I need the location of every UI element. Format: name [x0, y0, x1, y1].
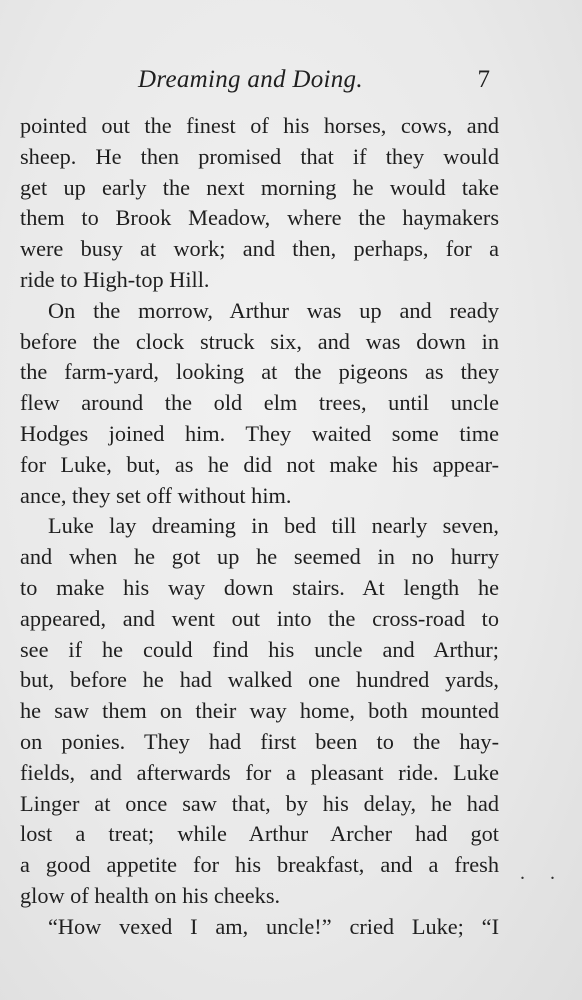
text-line: to make his way down stairs. At length he — [20, 574, 499, 600]
text-line: see if he could find his uncle and Arthur; — [20, 636, 499, 662]
text-line: them to Brook Meadow, where the haymakers — [20, 205, 499, 231]
text-line: were busy at work; and then, perhaps, for a — [20, 236, 499, 262]
text-line: pointed out the finest of his horses, cows, and — [20, 113, 499, 138]
text-line: get up early the next morning he would take — [20, 174, 499, 200]
text-line: for Luke, but, as he did not make his appear- — [20, 451, 499, 477]
text-line: sheep. He then promised that if they would — [20, 143, 499, 169]
text-line: Luke lay dreaming in bed till nearly seven, — [48, 513, 499, 539]
text-line: Hodges joined him. They waited some time — [20, 420, 499, 446]
page-header — [20, 66, 490, 100]
text-line: fields, and afterwards for a pleasant ride. Luke — [20, 759, 499, 785]
text-line: glow of health on his cheeks. — [20, 882, 281, 908]
text-line: ance, they set off without him. — [20, 482, 292, 508]
text-line: he saw them on their way home, both mounted — [20, 698, 499, 724]
text-line: ride to High-top Hill. — [20, 266, 210, 292]
text-line: Linger at once saw that, by his delay, he had — [20, 790, 499, 816]
text-line: appeared, and went out into the cross-road to — [20, 605, 499, 631]
text-line: the farm-yard, looking at the pigeons as they — [20, 359, 499, 385]
text-line: On the morrow, Arthur was up and ready — [48, 297, 499, 323]
running-title: Dreaming and Doing. — [138, 66, 363, 93]
text-line: before the clock struck six, and was down in — [20, 328, 499, 354]
text-line: flew around the old elm trees, until uncle — [20, 390, 499, 416]
text-line: but, before he had walked one hundred yards, — [20, 667, 499, 693]
body-text — [20, 111, 499, 943]
text-line: lost a treat; while Arthur Archer had got — [20, 821, 499, 847]
text-line: on ponies. They had first been to the hay- — [20, 728, 499, 754]
trailing-marks: . . — [520, 862, 565, 884]
text-line: a good appetite for his breakfast, and a fresh — [20, 852, 499, 878]
text-line: “How vexed I am, uncle!” cried Luke; “I — [48, 913, 499, 939]
text-line: and when he got up he seemed in no hurry — [20, 544, 499, 570]
page-number: 7 — [477, 66, 490, 93]
